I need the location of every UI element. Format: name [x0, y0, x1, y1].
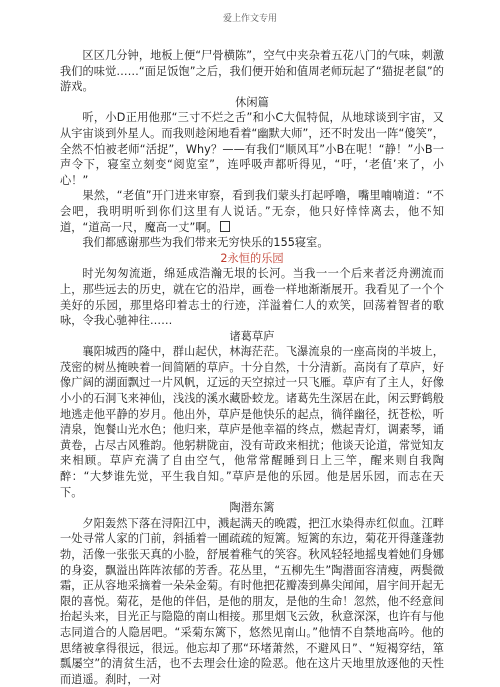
paragraph-thanks-dorm: 我们都感谢那些为我们带来无穷快乐的155寝室。	[82, 236, 329, 250]
paragraph-time-river: 时光匆匆流逝，绵延成浩瀚无垠的长河。当我一一个后来者泛舟溯流而上，那些远去的历史，就在它的沿岸，画卷一样地渐渐展开。我看见了一个个美好的乐园，那里烙印着志士的行迹，洋溢着仁人的欢笑，回荡着智者的歌咏，令我心驰神往……	[60, 267, 444, 328]
paragraph-leisure-chat: 听，小D正用他那“三寸不烂之舌”和小C大侃特侃，从地球谈到宇宙，又从宇宙谈到外星人。而我则趁闲地看着“幽默大师”，还不时发出一阵“傻笑”，全然不怕被老师“活捉”，Why？——有我们“顺风耳”小B在呢！“静！”小B一声令下，寝室立刻变“阅览室”，连呼吸声都听得见，“吁，‘老值’来了，小心！”	[60, 111, 444, 187]
article-body	[60, 48, 444, 687]
paragraph-zhuge-cottage: 襄阳城西的隆中，群山起伏，林海茫茫。飞瀑流泉的一座高岗的半坡上，茂密的树丛掩映着一间简陋的草庐。十分自然，十分清新。高岗有了草庐，好像广阔的湖面飘过一片风帆，辽远的天空掠过一只飞雁。草庐有了主人，好像小小的石洞飞来神仙，浅浅的溪水藏卧蛟龙。诸葛先生深居在此，闲云野鹤般地逃走他平静的岁月。他出外，草庐是他快乐的起点，徜徉幽径，抚苍松，听清泉，饱餐山光水色；他归来，草庐是他幸福的终点，燃起青灯，调素琴，诵黄卷，占尽古风雅韵。他躬耕陇亩，没有苛政来相扰；他谈天论道，常觉知友来相顾。草庐充满了自由空气，他常常醒睡到日上三竿，醒来则自我陶醉：“大梦谁先觉，平生我自知。”草庐是他的乐园。他是居乐园，而志在天下。	[60, 345, 444, 499]
paragraph-teacher-check	[60, 188, 444, 235]
empty-box-glyph	[220, 221, 230, 232]
page-header: 爱上作文专用	[222, 14, 277, 24]
paragraph-tao-fence: 夕阳轰然下落在浔阳江中，溅起满天的晚霞，把江水染得赤红似血。江畔一处寻常人家的门前，斜插着一圃疏疏的短篱。短篱的东边，菊花开得蓬蓬勃勃，活像一张张天真的小脸，舒展着稚气的笑容。秋风轻轻地摇曳着她们身娜的身姿，飘溢出阵阵浓郁的芳香。花丛里，“五柳先生”陶潜面容清瘦，两鬓微霜，正从容地采摘着一朵朵金菊。有时他把花瓣凑到鼻尖闻闻，眉宇间开起无限的喜悦。菊花，是他的伴侣，是他的朋友，是他的生命！忽然，他不经意间抬起头来，目光正与隐隐的南山相接。那里烟飞云敛，秋意深深，也许有与他志同道合的人隐居吧。“采菊东篱下，悠然见南山。”他情不自禁地高吟。他的思绪被拿得很远，很远。他忘却了那“环堵萧然，不避风日”、“短褐穿结，箪瓢屡空”的清贫生活，也不去理会仕途的险恶。他在这片天地里放逐他的天性而逍遥。刹时，一对	[60, 516, 444, 686]
section-title-tao-fence: 陶潜东篱	[229, 501, 275, 515]
section-title-zhuge-cottage: 诸葛草庐	[229, 329, 275, 343]
paragraph-teacher-check-text: 果然，“老值”开门进来审察，看到我们蒙头打起呼噜，嘴里喃喃道：“不会吧，我明明听到你们这里有人说话。”无奈，他只好悻悻离去，他不知道，“道高一尺，魔高一丈”啊。	[60, 189, 444, 234]
paragraph-meal-game: 区区几分钟，地板上便“尸骨横陈”，空气中夹杂着五花八门的气味，刺激我们的味觉……“面足饭饱”之后，我们便开始和值周老师玩起了“猫捉老鼠”的游戏。	[60, 49, 444, 94]
article-title-eternal-paradise: 2永恒的乐园	[220, 251, 284, 265]
section-title-leisure: 休闲篇	[235, 95, 269, 109]
